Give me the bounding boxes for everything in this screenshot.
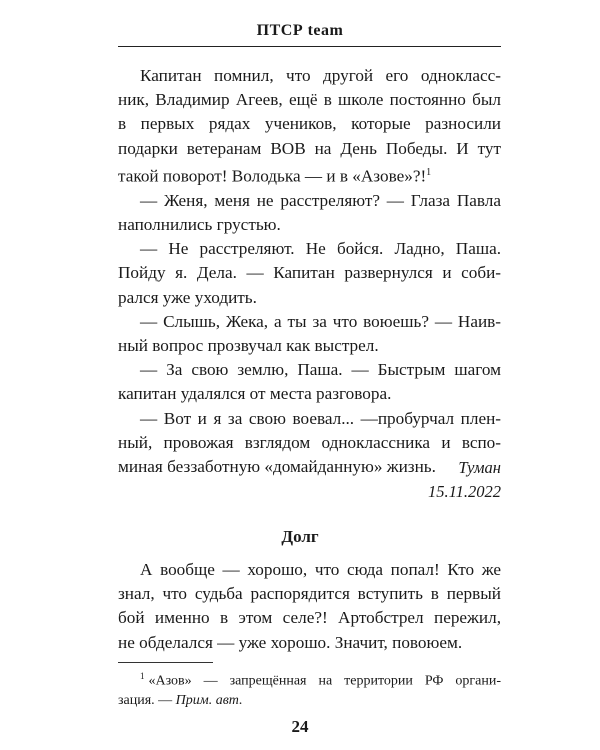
text-line: наполнились грустью. (118, 214, 281, 234)
text-line: капитан удалялся от места разговора. (118, 384, 392, 404)
text-line: не обделался — уже хорошо. Значит, повоюем. (118, 632, 463, 652)
footnote-rule (118, 662, 213, 663)
text-line: Пойду я. Дела. — Капитан развернулся и соби- (118, 263, 501, 283)
footnote-line (118, 667, 501, 691)
running-head: ПТСР team (256, 22, 344, 39)
footnote-text: «Азов» — запрещённая на территории РФ органи- (148, 673, 501, 689)
story-body-2 (118, 558, 501, 655)
footnote-line (118, 691, 501, 710)
text-line: знал, что судьба распорядится вступить в первый (118, 584, 501, 604)
signature-date: 15.11.2022 (427, 482, 501, 501)
text-line: Капитан помнил, что другой его однокласс- (140, 66, 501, 85)
footnote-mark: 1 (140, 671, 145, 681)
section-title: Долг (281, 527, 319, 546)
author-signature: Туман (458, 458, 501, 477)
story-body-1 (118, 64, 501, 479)
text-line: — За свою землю, Паша. — Быстрым шагом (140, 360, 501, 380)
text-line: — Женя, меня не расстреляют? — Глаза Павла (140, 190, 501, 210)
text-line: подарки ветеранам ВОВ на День Победы. И тут (118, 138, 501, 158)
text-line: А вообще — хорошо, что сюда попал! Кто же (140, 560, 501, 579)
text-line: ный вопрос прозвучал как выстрел. (118, 335, 379, 355)
text-line: в первых рядах учеников, которые разносили (118, 114, 501, 134)
footnote-text: зация. — (118, 692, 176, 708)
footnote-reference: 1 (426, 166, 432, 178)
text-line: миная беззаботную «домайданную» жизнь. (118, 456, 436, 476)
page-number: 24 (291, 717, 309, 736)
text-line: такой поворот! Володька — и в «Азове»?! (118, 166, 427, 186)
text-line: ный, провожая взглядом одноклассника и вспо- (118, 432, 501, 452)
text-line: — Вот и я за свою воевал... —пробурчал плен- (140, 408, 501, 428)
footnote-note: Прим. авт. (175, 692, 243, 708)
text-line: — Не расстреляют. Не бойся. Ладно, Паша. (140, 239, 501, 259)
text-line-with-footnote (118, 161, 501, 189)
text-line: рался уже уходить. (118, 287, 257, 307)
header-rule (118, 46, 501, 47)
text-line: — Слышь, Жека, а ты за что воюешь? — Наив- (140, 311, 501, 331)
text-line: ник, Владимир Агеев, ещё в школе постоянно был (118, 90, 501, 110)
text-line: бой именно в этом селе?! Артобстрел пережил, (118, 608, 501, 628)
footnote (118, 667, 501, 710)
